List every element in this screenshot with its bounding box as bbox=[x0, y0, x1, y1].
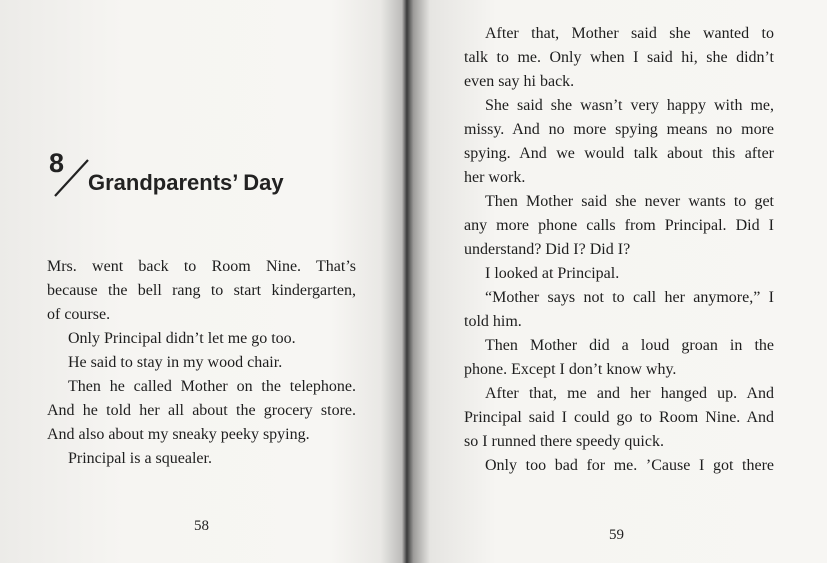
text-line: told him. bbox=[464, 313, 522, 330]
text-line: Then he called Mother on the telephone. bbox=[68, 378, 356, 395]
text-line: Only too bad for me. ’Cause I got there bbox=[485, 457, 774, 474]
right-page bbox=[414, 0, 827, 563]
chapter-title: Grandparents’ Day bbox=[88, 170, 284, 195]
text-line: of course. bbox=[47, 306, 111, 323]
text-line: Only Principal didn’t let me go too. bbox=[68, 330, 296, 347]
text-line: her work. bbox=[464, 169, 526, 186]
text-line: And he told her all about the grocery store. bbox=[47, 402, 356, 419]
text-line: because the bell rang to start kindergarten, bbox=[47, 282, 356, 299]
text-line: I looked at Principal. bbox=[485, 265, 620, 282]
right-page-text bbox=[464, 22, 774, 478]
text-line: spying. And we would talk about this after bbox=[464, 145, 774, 162]
text-line: Then Mother did a loud groan in the bbox=[485, 337, 774, 354]
text-line: missy. And no more spying means no more bbox=[464, 121, 774, 138]
text-line: Principal is a squealer. bbox=[68, 450, 212, 467]
text-line: understand? Did I? Did I? bbox=[464, 241, 631, 258]
chapter-number: 8 bbox=[49, 148, 65, 178]
text-line: Principal said I could go to Room Nine. And bbox=[464, 409, 774, 426]
text-line: And also about my sneaky peeky spying. bbox=[47, 426, 310, 443]
chapter-slash-divider bbox=[52, 156, 92, 198]
text-line: phone. Except I don’t know why. bbox=[464, 361, 677, 378]
chapter-heading bbox=[46, 150, 376, 210]
page-number-right: 59 bbox=[609, 527, 624, 543]
text-line: After that, Mother said she wanted to bbox=[485, 25, 774, 42]
text-line: Mrs. went back to Room Nine. That’s bbox=[47, 258, 356, 275]
left-page-text bbox=[47, 255, 356, 471]
left-page bbox=[0, 0, 400, 563]
page-number-left: 58 bbox=[194, 518, 209, 534]
text-line: any more phone calls from Principal. Did I bbox=[464, 217, 774, 234]
text-line: Then Mother said she never wants to get bbox=[485, 193, 774, 210]
text-line: so I runned there speedy quick. bbox=[464, 433, 664, 450]
text-line: He said to stay in my wood chair. bbox=[68, 354, 283, 371]
text-line: talk to me. Only when I said hi, she didn’t bbox=[464, 49, 774, 66]
text-line: After that, me and her hanged up. And bbox=[485, 385, 774, 402]
text-line: She said she wasn’t very happy with me, bbox=[485, 97, 774, 114]
text-line: even say hi back. bbox=[464, 73, 575, 90]
text-line: “Mother says not to call her anymore,” I bbox=[485, 289, 774, 306]
